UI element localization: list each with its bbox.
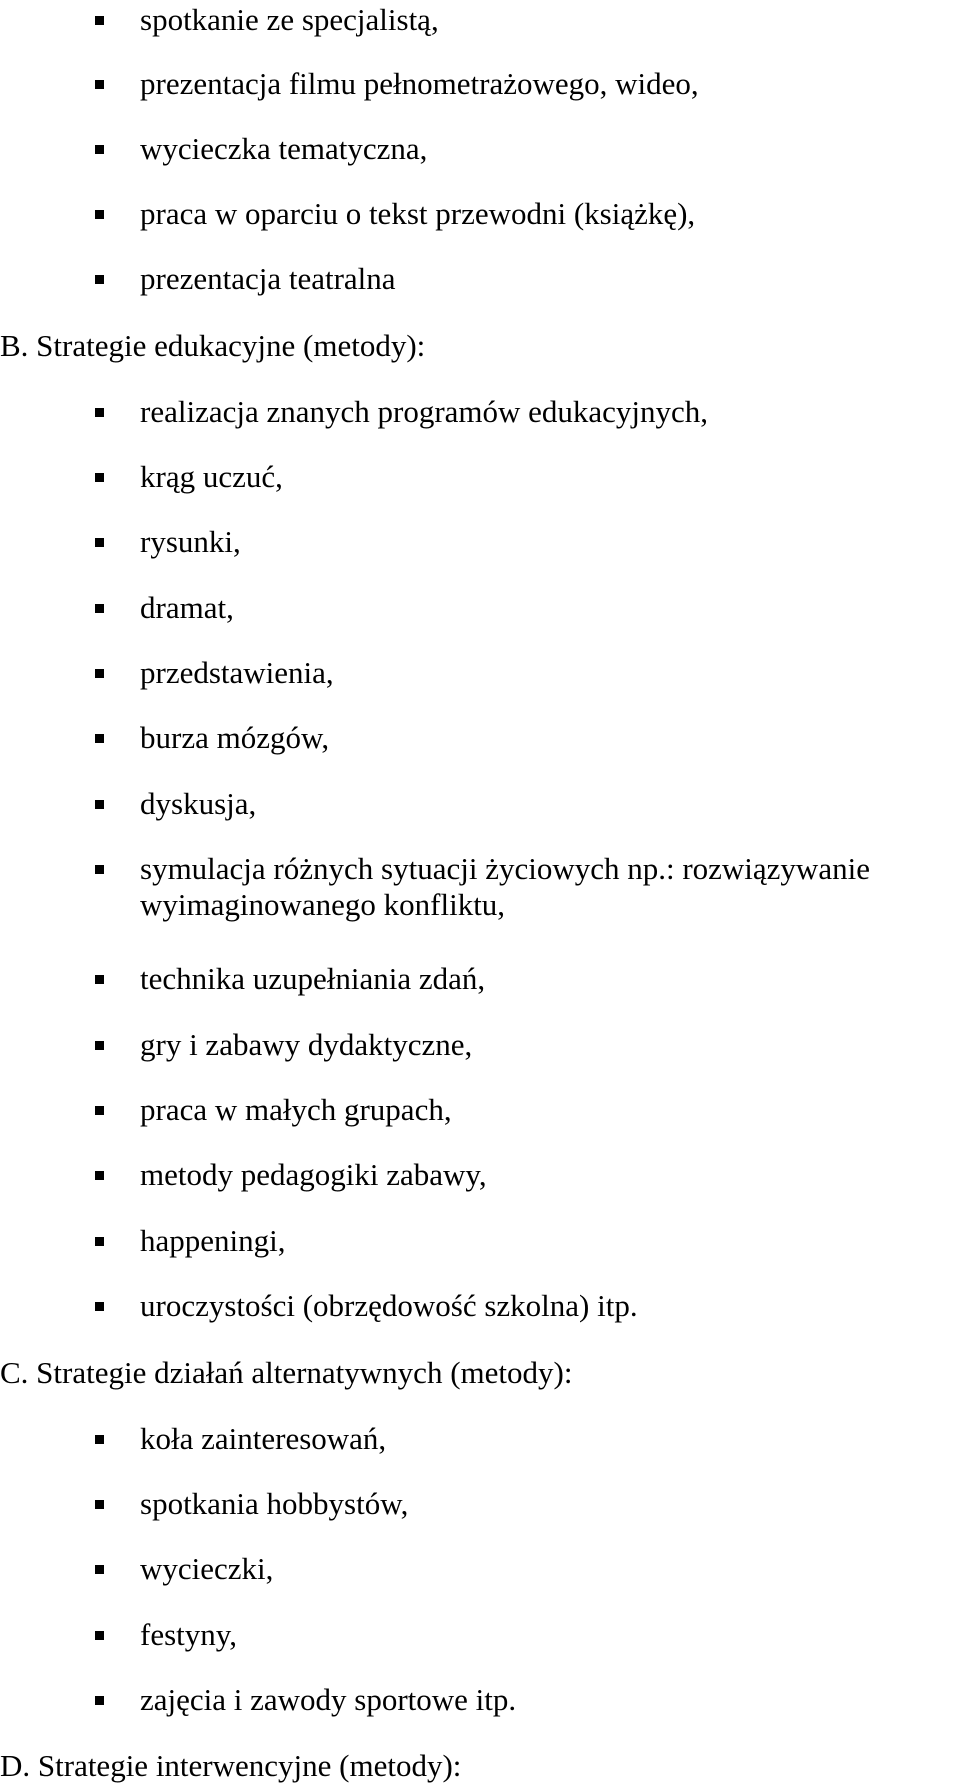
square-bullet-icon <box>95 80 104 89</box>
list-item-text: festyny, <box>140 1617 237 1652</box>
list-item-text: uroczystości (obrzędowość szkolna) itp. <box>140 1288 638 1323</box>
square-bullet-icon <box>95 975 104 984</box>
list-item-text: symulacja różnych sytuacji życiowych np.: rozwiązywanie wyimaginowanego konfliktu, <box>140 851 870 922</box>
square-bullet-icon <box>95 800 104 809</box>
list-item-text: metody pedagogiki zabawy, <box>140 1157 487 1192</box>
list-item-text: spotkanie ze specjalistą, <box>140 2 439 37</box>
square-bullet-icon <box>95 865 104 874</box>
list-item-text: wycieczki, <box>140 1551 274 1586</box>
square-bullet-icon <box>95 1631 104 1640</box>
square-bullet-icon <box>95 734 104 743</box>
square-bullet-icon <box>95 473 104 482</box>
square-bullet-icon <box>95 604 104 613</box>
square-bullet-icon <box>95 538 104 547</box>
list-item-text: dramat, <box>140 590 234 625</box>
square-bullet-icon <box>95 16 104 25</box>
square-bullet-icon <box>95 1041 104 1050</box>
list-item-text: gry i zabawy dydaktyczne, <box>140 1027 473 1062</box>
section-heading-text: B. Strategie edukacyjne (metody): <box>0 328 426 363</box>
square-bullet-icon <box>95 1435 104 1444</box>
list-item-text: technika uzupełniania zdań, <box>140 961 486 996</box>
list-item-text: wycieczka tematyczna, <box>140 131 428 166</box>
list-item-text: zajęcia i zawody sportowe itp. <box>140 1682 517 1717</box>
list-item-text: krąg uczuć, <box>140 459 283 494</box>
square-bullet-icon <box>95 1171 104 1180</box>
list-item-text: koła zainteresowań, <box>140 1421 387 1456</box>
list-item-text: spotkania hobbystów, <box>140 1486 409 1521</box>
list-item-text: praca w małych grupach, <box>140 1092 452 1127</box>
list-item-text: prezentacja filmu pełnometrażowego, wideo, <box>140 66 699 101</box>
square-bullet-icon <box>95 1696 104 1705</box>
section-heading-text: C. Strategie działań alternatywnych (metody): <box>0 1355 573 1390</box>
list-item-text: dyskusja, <box>140 786 257 821</box>
list-item-text: happeningi, <box>140 1223 286 1258</box>
section-heading-text: D. Strategie interwencyjne (metody): <box>0 1748 462 1783</box>
square-bullet-icon <box>95 408 104 417</box>
list-item-text: rysunki, <box>140 524 241 559</box>
square-bullet-icon <box>95 1500 104 1509</box>
square-bullet-icon <box>95 275 104 284</box>
list-item-text: realizacja znanych programów edukacyjnych, <box>140 394 709 429</box>
square-bullet-icon <box>95 210 104 219</box>
square-bullet-icon <box>95 145 104 154</box>
square-bullet-icon <box>95 1302 104 1311</box>
list-item-text: burza mózgów, <box>140 720 330 755</box>
square-bullet-icon <box>95 669 104 678</box>
square-bullet-icon <box>95 1565 104 1574</box>
list-item-text: praca w oparciu o tekst przewodni (książkę), <box>140 196 696 231</box>
list-item-text: przedstawienia, <box>140 655 334 690</box>
square-bullet-icon <box>95 1237 104 1246</box>
square-bullet-icon <box>95 1106 104 1115</box>
list-item-text: prezentacja teatralna <box>140 261 396 296</box>
